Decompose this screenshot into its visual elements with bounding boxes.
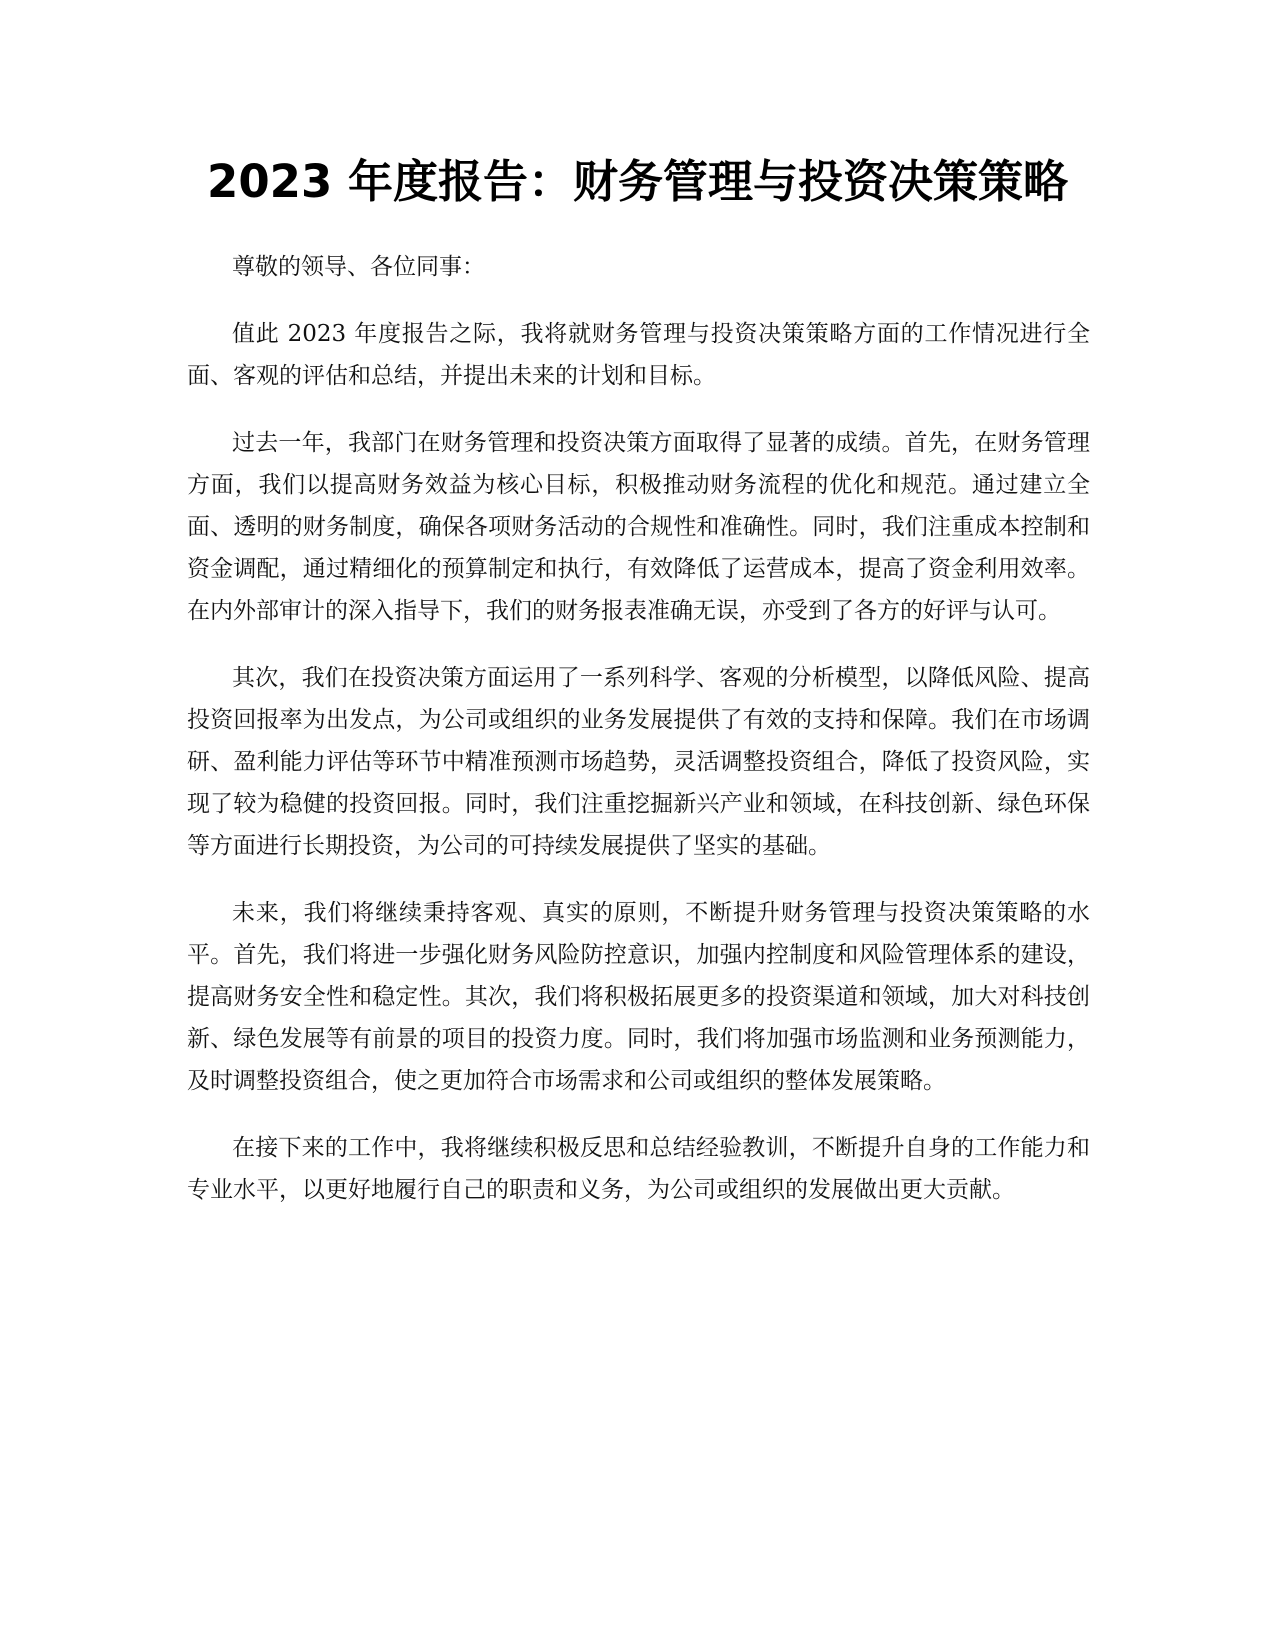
investment-decision-paragraph: 其次，我们在投资决策方面运用了一系列科学、客观的分析模型，以降低风险、提高投资回报率为出发点，为公司或组织的业务发展提供了有效的支持和保障。我们在市场调研、盈利能力评估等环节中精准预测市场趋势，灵活调整投资组合，降低了投资风险，实现了较为稳健的投资回报。同时，我们注重挖掘新兴产业和领域，在科技创新、绿色环保等方面进行长期投资，为公司的可持续发展提供了坚实的基础。 xyxy=(187,665,1090,859)
document-body xyxy=(187,246,1090,1236)
document-title: 2023 年度报告：财务管理与投资决策策略 xyxy=(207,155,1068,208)
future-plan-paragraph: 未来，我们将继续秉持客观、真实的原则，不断提升财务管理与投资决策策略的水平。首先，我们将进一步强化财务风险防控意识，加强内控制度和风险管理体系的建设，提高财务安全性和稳定性。其次，我们将积极拓展更多的投资渠道和领域，加大对科技创新、绿色发展等有前景的项目的投资力度。同时，我们将加强市场监测和业务预测能力，及时调整投资组合，使之更加符合市场需求和公司或组织的整体发展策略。 xyxy=(187,900,1090,1094)
intro-paragraph: 值此 2023 年度报告之际，我将就财务管理与投资决策策略方面的工作情况进行全面、客观的评估和总结，并提出未来的计划和目标。 xyxy=(187,321,1090,389)
salutation-paragraph: 尊敬的领导、各位同事： xyxy=(232,254,485,280)
closing-paragraph: 在接下来的工作中，我将继续积极反思和总结经验教训，不断提升自身的工作能力和专业水平，以更好地履行自己的职责和义务，为公司或组织的发展做出更大贡献。 xyxy=(187,1135,1090,1203)
financial-management-paragraph: 过去一年，我部门在财务管理和投资决策方面取得了显著的成绩。首先，在财务管理方面，我们以提高财务效益为核心目标，积极推动财务流程的优化和规范。通过建立全面、透明的财务制度，确保各项财务活动的合规性和准确性。同时，我们注重成本控制和资金调配，通过精细化的预算制定和执行，有效降低了运营成本，提高了资金利用效率。在内外部审计的深入指导下，我们的财务报表准确无误，亦受到了各方的好评与认可。 xyxy=(187,430,1090,624)
